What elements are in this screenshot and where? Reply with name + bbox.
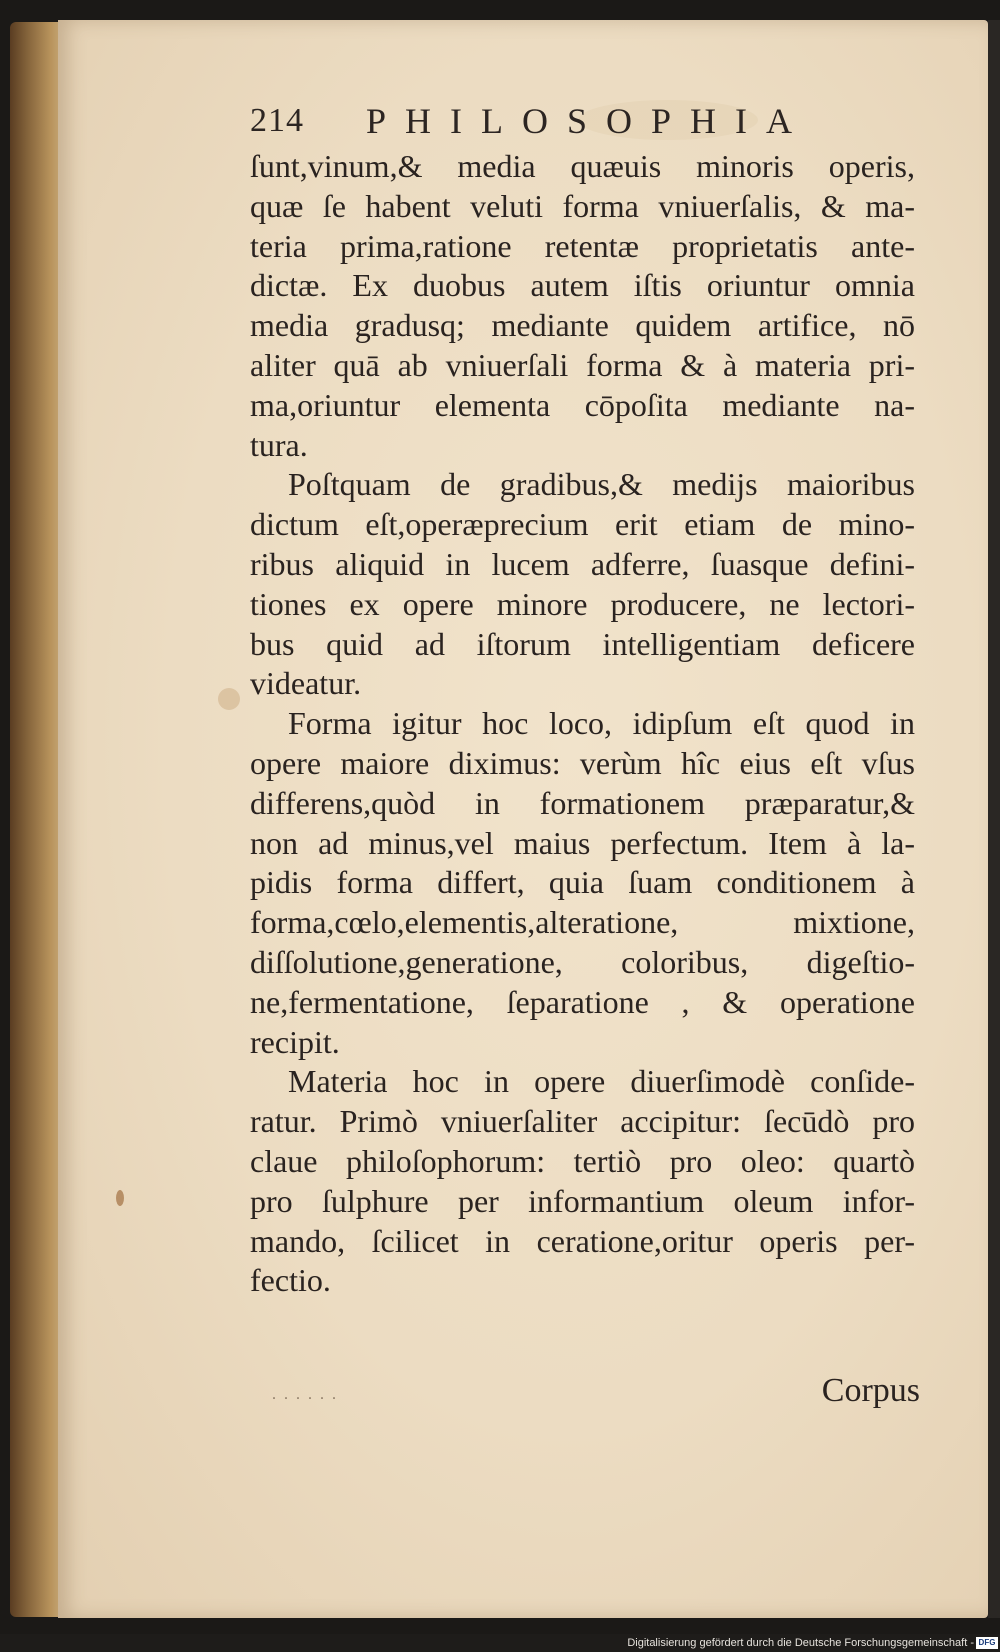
text-line: pro ſulphure per informantium oleum infor- xyxy=(250,1182,915,1219)
text-line: forma,cœlo,elementis,alteratione, mixtione, xyxy=(250,904,915,941)
text-line: Forma igitur hoc loco, idipſum eſt quod in xyxy=(288,705,915,742)
text-line: tiones ex opere minore producere, ne lectori- xyxy=(250,585,915,622)
text-line: non ad minus,vel maius perfectum. Item à la- xyxy=(250,824,915,861)
running-title: PHILOSOPHIA xyxy=(366,101,812,141)
text-line: ratur. Primò vniuerſaliter accipitur: ſecūdò pro xyxy=(250,1103,915,1140)
text-line: media gradusq; mediante quidem artifice, nō xyxy=(250,307,915,344)
page-number: 214 xyxy=(250,102,304,139)
text-line: diſſolutione,generatione, coloribus, digeſtio- xyxy=(250,943,915,980)
footer-bar xyxy=(0,1634,1000,1652)
text-line: teria prima,ratione retentæ proprietatis ante- xyxy=(250,227,915,264)
funding-credit: Digitalisierung gefördert durch die Deutsche Forschungsgemeinschaft - xyxy=(627,1637,974,1649)
running-head xyxy=(250,100,870,152)
text-line: ne,fermentatione, ſeparatione , & operatione xyxy=(250,983,915,1020)
text-line: pidis forma differt, quia ſuam conditionem à xyxy=(250,864,915,901)
text-line: ma,oriuntur elementa cōpoſita mediante na- xyxy=(250,386,915,423)
text-line: videatur. xyxy=(250,665,362,702)
scan-right-border xyxy=(988,20,1000,1618)
text-line: ribus aliquid in lucem adferre, ſuasque defini- xyxy=(250,545,915,582)
page-stain xyxy=(116,1190,124,1206)
text-line: ſunt,vinum,& media quæuis minoris operis, xyxy=(250,148,915,184)
text-line: Poſtquam de gradibus,& medijs maioribus xyxy=(288,466,915,503)
text-line: fectio. xyxy=(250,1262,331,1299)
text-line: dictum eſt,operæprecium erit etiam de mino- xyxy=(250,506,915,543)
text-line: recipit. xyxy=(250,1023,340,1060)
text-line: tura. xyxy=(250,426,308,463)
body-text xyxy=(250,147,915,1301)
text-line: dictæ. Ex duobus autem iſtis oriuntur omnia xyxy=(250,267,915,304)
text-line: opere maiore diximus: verùm hîc eius eſt vſus xyxy=(250,744,915,781)
text-line: Materia hoc in opere diuerſimodè conſide- xyxy=(288,1063,915,1100)
catchword: Corpus xyxy=(821,1372,920,1409)
text-line: quæ ſe habent veluti forma vniuerſalis, & ma- xyxy=(250,187,915,224)
text-line: mando, ſcilicet in ceratione,oritur operis per- xyxy=(250,1222,915,1259)
dfg-logo: DFG xyxy=(976,1637,998,1649)
text-line: claue philoſophorum: tertiò pro oleo: quartò xyxy=(250,1142,915,1179)
text-line: bus quid ad iſtorum intelligentiam deficere xyxy=(250,625,915,662)
text-line: aliter quā ab vniuerſali forma & à materia pri- xyxy=(250,346,915,383)
signature-mark: . . . . . . xyxy=(272,1386,338,1403)
text-line: differens,quòd in formationem præparatur,& xyxy=(250,784,915,821)
page-stain xyxy=(218,688,240,710)
